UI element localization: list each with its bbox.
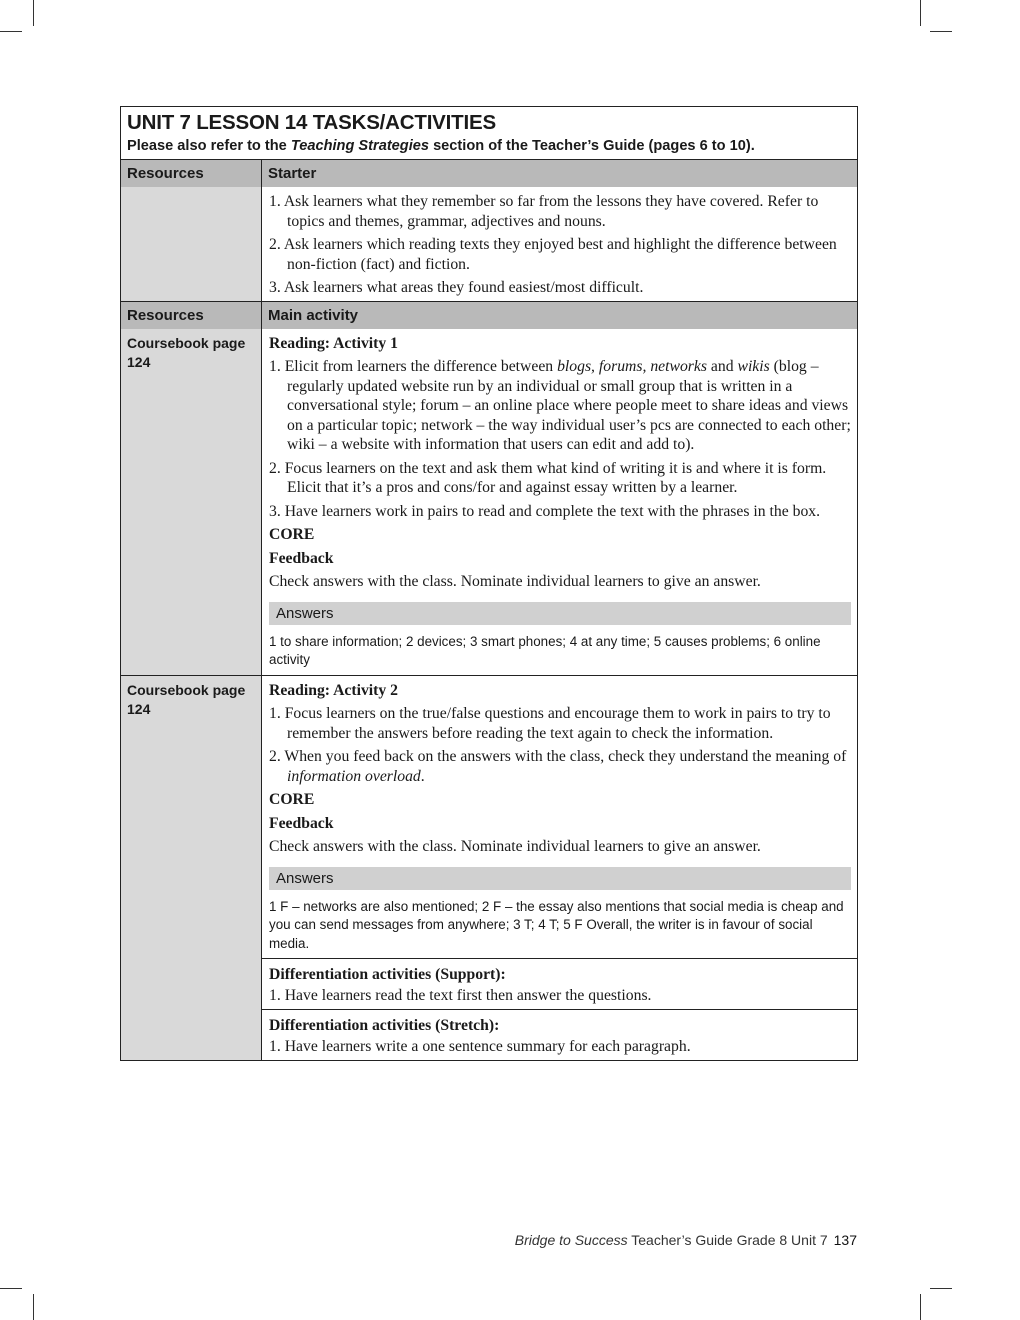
crop-mark bbox=[920, 1294, 921, 1320]
title-block bbox=[121, 107, 857, 160]
list-item bbox=[269, 747, 851, 786]
subtitle-italic: Teaching Strategies bbox=[290, 138, 430, 154]
starter-header-row bbox=[121, 160, 857, 187]
starter-steps bbox=[269, 192, 851, 298]
answers-text: 1 to share information; 2 devices; 3 smart phones; 4 at any time; 5 causes problems; 6 online activity bbox=[269, 633, 821, 667]
list-item bbox=[269, 357, 851, 455]
crop-mark bbox=[33, 0, 34, 26]
list-item: 2. Focus learners on the text and ask them what kind of writing it is and where it is form. Elicit that it’s a pros and cons/for and against essay written by a learner. bbox=[269, 459, 827, 496]
activity2-resource: Coursebook page 124 bbox=[121, 676, 262, 1061]
footer-book-title: Bridge to Success bbox=[514, 1232, 628, 1248]
page-title: UNIT 7 LESSON 14 TASKS/ACTIVITIES bbox=[127, 111, 496, 134]
step-text: 1. Elicit from learners the difference between bbox=[269, 358, 558, 375]
step-text: . bbox=[420, 767, 425, 785]
crop-mark bbox=[930, 31, 952, 32]
crop-mark bbox=[0, 31, 22, 32]
core-label: CORE bbox=[269, 526, 315, 543]
starter-row bbox=[121, 187, 857, 301]
activity2-column bbox=[262, 676, 857, 1061]
subtitle-text: section of the Teacher’s Guide (pages 6 to 10). bbox=[429, 138, 755, 154]
list-item: 2. Ask learners which reading texts they enjoyed best and highlight the difference between non-fiction (fact) and fiction. bbox=[269, 236, 837, 273]
list-item: 1. Focus learners on the true/false questions and encourage them to work in pairs to try to remember the answers before reading the text again to check the information. bbox=[269, 705, 831, 742]
step-text: and bbox=[706, 358, 738, 375]
activity1-steps bbox=[269, 357, 851, 521]
activity2-content bbox=[262, 676, 857, 959]
resources-header: Resources bbox=[121, 160, 262, 187]
answers-header: Answers bbox=[269, 867, 851, 890]
starter-content bbox=[262, 187, 857, 301]
support-label: Differentiation activities (Support): bbox=[269, 966, 506, 983]
feedback-label: Feedback bbox=[269, 549, 334, 567]
main-activity-header: Main activity bbox=[268, 306, 359, 324]
feedback-label: Feedback bbox=[269, 814, 334, 832]
step-text: (blog – regularly updated website run by an individual or small group that is written in a conversational style; forum – an online place where people meet to share ideas and views on a particular topic; network – the way individual user’s pcs are connected to each other; wiki – a website with information that users can edit and add to). bbox=[287, 358, 851, 453]
page-footer bbox=[0, 1232, 857, 1248]
stretch-text: 1. Have learners write a one sentence summary for each paragraph. bbox=[269, 1038, 691, 1055]
crop-mark bbox=[930, 1288, 952, 1289]
support-section bbox=[262, 958, 857, 1009]
list-item: 1. Ask learners what they remember so far from the lessons they have covered. Refer to topics and themes, grammar, adjectives and nouns. bbox=[269, 193, 819, 230]
activity1-heading: Reading: Activity 1 bbox=[269, 334, 398, 352]
starter-header: Starter bbox=[268, 165, 317, 182]
activity2-row bbox=[121, 675, 857, 1061]
lesson-table bbox=[120, 106, 858, 1061]
resources-header: Resources bbox=[121, 302, 262, 329]
support-text: 1. Have learners read the text first then answer the questions. bbox=[269, 987, 652, 1004]
answers-text: 1 F – networks are also mentioned; 2 F – the essay also mentions that social media is cheap and you can send messages from anywhere; 3 T; 4 T; 5 F Overall, the writer is in favour of social media. bbox=[269, 898, 844, 951]
crop-mark bbox=[33, 1294, 34, 1320]
resources-cell bbox=[121, 187, 262, 301]
subtitle-text: Please also refer to the bbox=[127, 138, 291, 154]
main-header-row bbox=[121, 301, 857, 329]
page-number: 137 bbox=[833, 1232, 857, 1248]
feedback-text: Check answers with the class. Nominate individual learners to give an answer. bbox=[269, 838, 761, 855]
step-italic: wikis bbox=[737, 358, 770, 375]
crop-mark bbox=[920, 0, 921, 26]
activity1-content bbox=[262, 329, 857, 675]
step-italic: blogs, forums, networks bbox=[557, 358, 707, 375]
step-text: 2. When you feed back on the answers with the class, check they understand the meaning of bbox=[269, 748, 847, 765]
page-subtitle bbox=[127, 138, 851, 154]
answers-header: Answers bbox=[269, 602, 851, 625]
list-item: 3. Have learners work in pairs to read and complete the text with the phrases in the box. bbox=[269, 502, 821, 520]
footer-text: Teacher’s Guide Grade 8 Unit 7 bbox=[627, 1232, 828, 1248]
activity1-row bbox=[121, 329, 857, 675]
step-italic: information overload bbox=[287, 767, 421, 785]
activity1-resource: Coursebook page 124 bbox=[121, 329, 262, 675]
crop-mark bbox=[0, 1288, 22, 1289]
activity2-heading: Reading: Activity 2 bbox=[269, 681, 398, 699]
stretch-label: Differentiation activities (Stretch): bbox=[269, 1017, 500, 1034]
feedback-text: Check answers with the class. Nominate individual learners to give an answer. bbox=[269, 573, 761, 590]
list-item: 3. Ask learners what areas they found easiest/most difficult. bbox=[269, 279, 644, 296]
core-label: CORE bbox=[269, 791, 315, 808]
activity2-steps bbox=[269, 704, 851, 786]
stretch-section bbox=[262, 1009, 857, 1060]
